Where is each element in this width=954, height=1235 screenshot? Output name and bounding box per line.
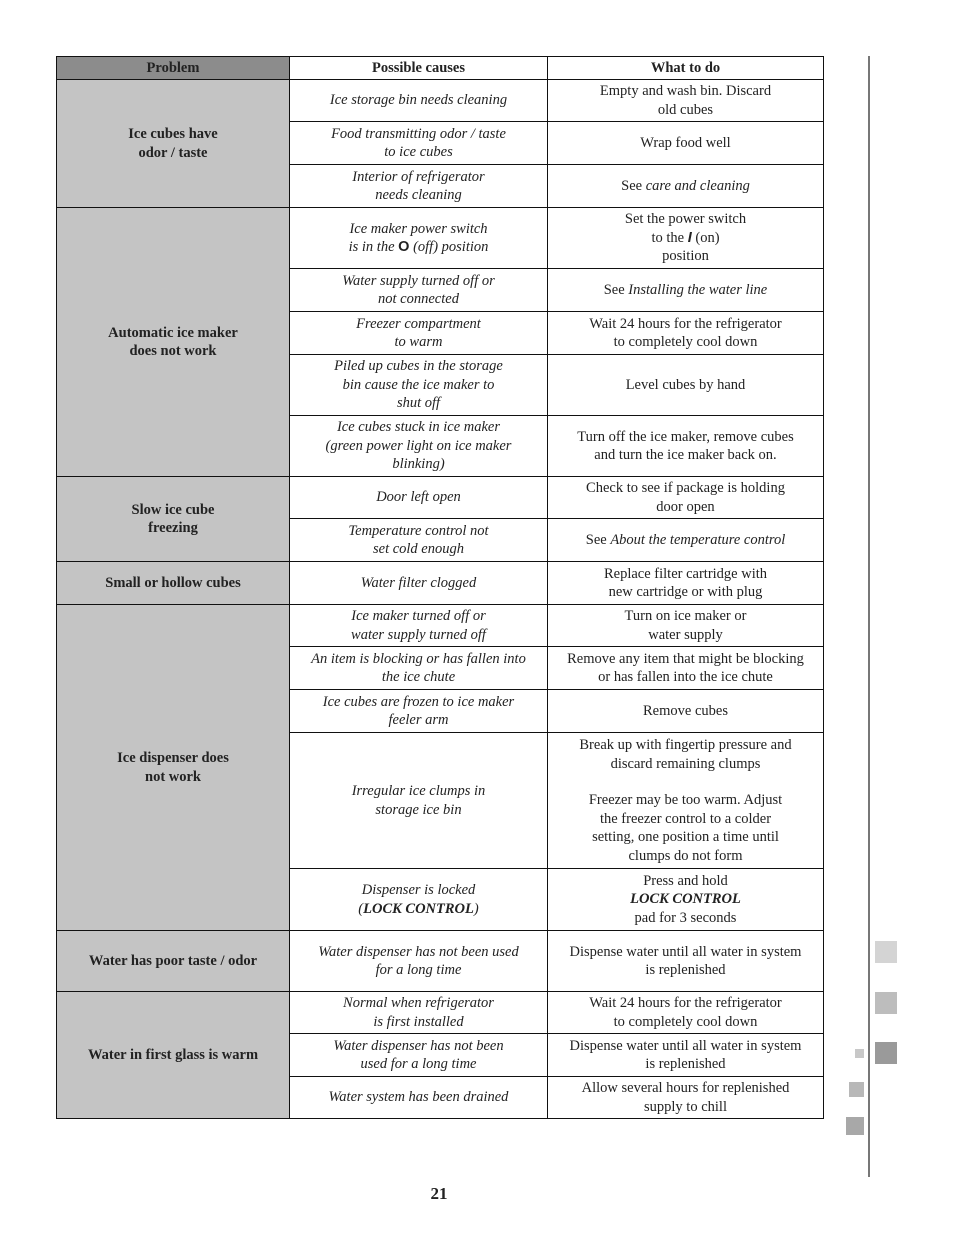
cause-text: Water system has been drained	[328, 1089, 509, 1106]
todo-cell	[548, 992, 824, 1034]
cause-text: Water supply turned off or	[342, 272, 495, 289]
section-tab-small	[849, 1082, 864, 1097]
problem-cell	[57, 931, 290, 992]
todo-text: is replenished	[645, 962, 726, 978]
cause-text: Water dispenser has not been used	[318, 943, 519, 960]
cause-cell	[290, 647, 548, 690]
cause-text: Water dispenser has not been	[333, 1037, 504, 1054]
todo-cell	[548, 269, 824, 312]
header-what-to-do: What to do	[548, 57, 824, 80]
todo-cell	[548, 647, 824, 690]
todo-cell	[548, 416, 824, 477]
cause-text: for a long time	[375, 962, 462, 978]
todo-text: Dispense water until all water in system	[569, 943, 802, 960]
cause-cell	[290, 80, 548, 122]
cause-cell	[290, 931, 548, 992]
cause-text: to warm	[394, 334, 443, 350]
problem-text: Ice dispenser does	[117, 750, 229, 766]
header-problem: Problem	[57, 57, 290, 80]
problem-text: does not work	[129, 343, 217, 359]
cause-cell	[290, 165, 548, 208]
todo-reference: Installing the water line	[628, 281, 768, 298]
cause-text: used for a long time	[360, 1056, 477, 1072]
table-row	[57, 80, 824, 122]
todo-text: to completely cool down	[613, 334, 758, 350]
cause-text: Irregular ice clumps in	[351, 783, 486, 799]
todo-text: Break up with fingertip pressure and	[579, 737, 792, 753]
cause-text: Freezer compartment	[356, 315, 481, 332]
cause-text: Normal when refrigerator	[343, 995, 494, 1011]
cause-text: needs cleaning	[375, 187, 462, 203]
cause-text: Ice cubes stuck in ice maker	[336, 419, 501, 436]
table-row	[57, 992, 824, 1034]
cause-cell	[290, 562, 548, 605]
todo-text: and turn the ice maker back on.	[594, 447, 777, 463]
todo-cell	[548, 519, 824, 562]
todo-text: to completely cool down	[613, 1013, 758, 1030]
section-tab-current	[875, 1042, 897, 1064]
header-possible-causes: Possible causes	[290, 57, 548, 80]
todo-text: Press and hold	[643, 872, 728, 889]
cause-text: is first installed	[373, 1013, 464, 1030]
problem-text: not work	[145, 768, 201, 785]
todo-cell	[548, 80, 824, 122]
problem-text: Ice cubes have	[128, 126, 218, 142]
section-tab	[875, 992, 897, 1014]
todo-text: setting, one position a time until	[592, 829, 779, 845]
cause-text: Door left open	[376, 489, 461, 506]
todo-text: (on)	[691, 229, 720, 246]
todo-text: new cartridge or with plug	[608, 584, 763, 600]
cause-cell	[290, 416, 548, 477]
cause-text: Ice maker power switch	[349, 220, 488, 237]
page-number: 21	[430, 1184, 448, 1203]
todo-text: door open	[656, 498, 715, 515]
cause-text: Water filter clogged	[360, 574, 477, 591]
todo-cell	[548, 312, 824, 355]
cause-cell	[290, 312, 548, 355]
cause-text: is in the	[348, 239, 399, 255]
power-on-symbol: I	[687, 229, 692, 246]
problem-text: Water has poor taste / odor	[88, 952, 258, 969]
todo-text: See	[621, 177, 646, 194]
cause-text: feeler arm	[388, 712, 449, 728]
todo-text: Freezer may be too warm. Adjust	[588, 792, 783, 808]
cause-text: the ice chute	[381, 669, 456, 685]
todo-text: Turn off the ice maker, remove cubes	[577, 428, 794, 445]
cause-cell	[290, 1034, 548, 1077]
problem-text: odor / taste	[138, 144, 208, 161]
todo-text: discard remaining clumps	[610, 755, 761, 772]
section-tab-small	[855, 1049, 864, 1058]
cause-cell	[290, 208, 548, 269]
cause-text: (	[358, 900, 364, 917]
todo-text: Level cubes by hand	[625, 376, 746, 393]
todo-text: water supply	[648, 626, 723, 643]
cause-text: Food transmitting odor / taste	[331, 125, 506, 142]
problem-cell	[57, 992, 290, 1119]
todo-text: Turn on ice maker or	[624, 608, 747, 624]
todo-cell	[548, 1034, 824, 1077]
cause-text: shut off	[396, 395, 441, 412]
cause-cell	[290, 733, 548, 869]
todo-cell	[548, 690, 824, 733]
cause-text: An item is blocking or has fallen into	[311, 650, 526, 667]
todo-text: supply to chill	[644, 1098, 727, 1115]
cause-text: )	[473, 900, 479, 917]
cause-text: set cold enough	[372, 541, 464, 557]
todo-text: Remove cubes	[643, 702, 728, 719]
cause-text: Dispenser is locked	[361, 882, 476, 898]
cause-text: storage ice bin	[375, 801, 462, 818]
todo-text: Set the power switch	[624, 211, 747, 228]
table-header-row	[57, 57, 824, 80]
cause-text: (off) position	[409, 239, 489, 255]
cause-text: bin cause the ice maker to	[342, 376, 495, 393]
table-row	[57, 562, 824, 605]
problem-text: freezing	[148, 520, 198, 536]
todo-text: to the	[651, 229, 688, 246]
todo-text: position	[662, 248, 709, 265]
cause-cell	[290, 869, 548, 931]
cause-cell	[290, 690, 548, 733]
cause-cell	[290, 477, 548, 519]
todo-cell	[548, 931, 824, 992]
todo-text: the freezer control to a colder	[599, 810, 772, 827]
cause-text: not connected	[378, 291, 459, 307]
todo-cell	[548, 165, 824, 208]
todo-text: See	[603, 281, 629, 298]
todo-cell	[548, 733, 824, 869]
cause-cell	[290, 1077, 548, 1119]
todo-text: pad for 3 seconds	[634, 909, 737, 926]
cause-cell	[290, 519, 548, 562]
margin-rule	[868, 56, 870, 1177]
cause-cell	[290, 605, 548, 647]
todo-text: Replace filter cartridge with	[603, 565, 768, 582]
problem-text: Slow ice cube	[131, 501, 215, 518]
todo-reference: care and cleaning	[645, 177, 750, 194]
todo-cell	[548, 869, 824, 931]
table-row	[57, 931, 824, 992]
cause-cell	[290, 992, 548, 1034]
todo-cell	[548, 208, 824, 269]
todo-text: or has fallen into the ice chute	[598, 669, 773, 685]
lock-control-label: LOCK CONTROL	[363, 900, 474, 917]
todo-cell	[548, 477, 824, 519]
todo-cell	[548, 1077, 824, 1119]
problem-cell	[57, 477, 290, 562]
todo-text: Empty and wash bin. Discard	[599, 83, 772, 99]
problem-cell	[57, 80, 290, 208]
table-row	[57, 605, 824, 647]
cause-text: to ice cubes	[384, 144, 453, 160]
cause-text: Ice maker turned off or	[351, 608, 486, 624]
power-off-symbol: O	[398, 239, 410, 255]
cause-text: Temperature control not	[348, 522, 489, 539]
table-row	[57, 477, 824, 519]
section-tab	[875, 941, 897, 963]
table-body	[57, 80, 824, 1119]
problem-cell	[57, 208, 290, 477]
todo-cell	[548, 605, 824, 647]
problem-text: Automatic ice maker	[108, 324, 238, 341]
table-row	[57, 208, 824, 269]
cause-text: Ice cubes are frozen to ice maker	[322, 693, 515, 710]
cause-text: Piled up cubes in the storage	[334, 358, 503, 375]
problem-cell	[57, 605, 290, 931]
todo-cell	[548, 562, 824, 605]
problem-text: Water in first glass is warm	[87, 1046, 259, 1063]
cause-cell	[290, 269, 548, 312]
todo-cell	[548, 122, 824, 165]
todo-text: old cubes	[657, 101, 714, 118]
cause-text: Interior of refrigerator	[352, 168, 485, 185]
todo-text: Dispense water until all water in system	[569, 1037, 802, 1054]
todo-cell	[548, 355, 824, 416]
lock-control-label: LOCK CONTROL	[630, 891, 741, 908]
problem-text: Small or hollow cubes	[105, 574, 241, 591]
todo-text: See	[585, 531, 611, 548]
cause-cell	[290, 122, 548, 165]
todo-reference: About the temperature control	[610, 531, 786, 548]
cause-text: (green power light on ice maker	[325, 437, 512, 454]
cause-text: Ice storage bin needs cleaning	[329, 92, 508, 109]
todo-text: Allow several hours for replenished	[581, 1080, 790, 1096]
cause-text: blinking)	[392, 456, 445, 473]
todo-text: Wait 24 hours for the refrigerator	[589, 995, 782, 1011]
troubleshooting-table	[56, 56, 824, 1119]
todo-text: Wrap food well	[640, 134, 731, 151]
problem-cell	[57, 562, 290, 605]
todo-text: is replenished	[645, 1056, 726, 1072]
todo-text: Check to see if package is holding	[586, 480, 785, 496]
cause-cell	[290, 355, 548, 416]
todo-text: Wait 24 hours for the refrigerator	[589, 315, 782, 332]
section-tab-small	[846, 1117, 864, 1135]
todo-text: clumps do not form	[628, 847, 743, 864]
cause-text: water supply turned off	[351, 626, 486, 643]
todo-text: Remove any item that might be blocking	[567, 650, 804, 667]
